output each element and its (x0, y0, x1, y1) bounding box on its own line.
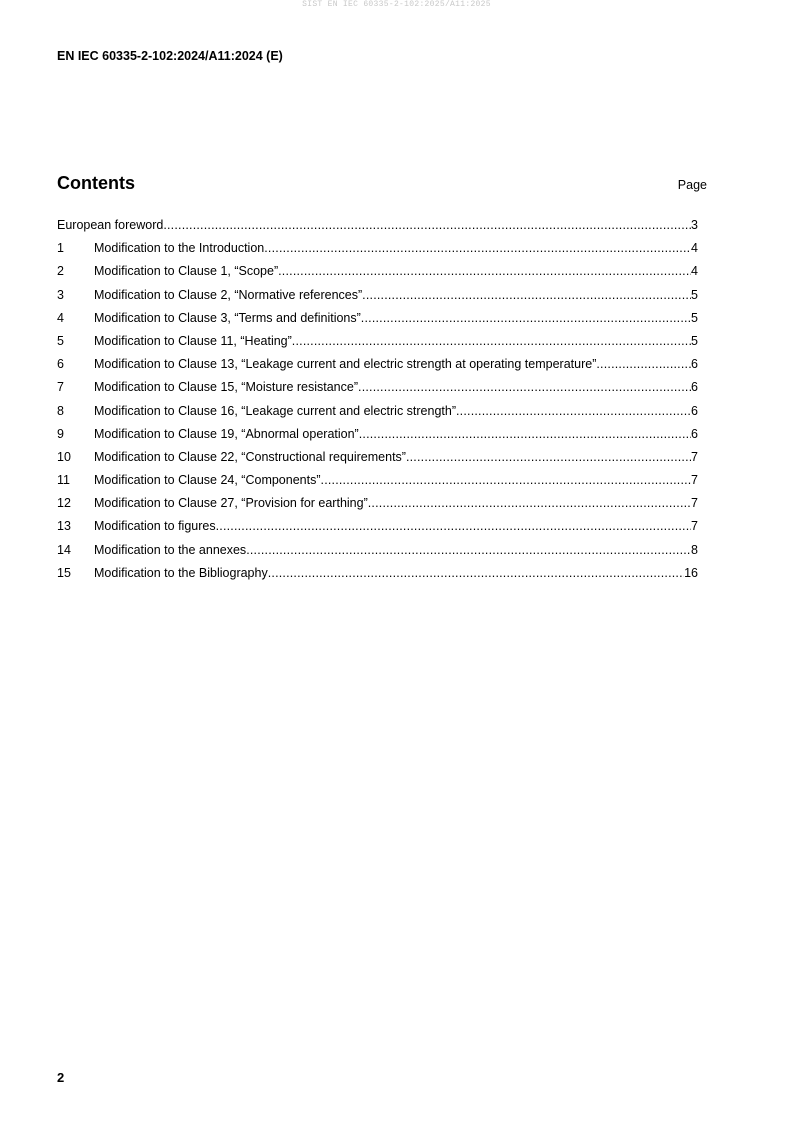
toc-dot-leader (216, 519, 691, 533)
toc-entry[interactable] (57, 427, 698, 450)
toc-entry-number: 2 (57, 264, 64, 279)
toc-entry-title: Modification to Clause 15, “Moisture resistance” (94, 380, 359, 395)
toc-dot-leader (359, 427, 691, 441)
toc-entry-number: 4 (57, 310, 64, 325)
toc-entry-page: 4 (691, 241, 698, 256)
toc-dot-leader (292, 334, 691, 348)
toc-entry-page: 3 (691, 218, 698, 232)
toc-entry-page: 6 (691, 357, 698, 372)
toc-entry-number: 1 (57, 241, 64, 256)
toc-entry-number: 12 (57, 496, 71, 511)
toc-entry[interactable] (57, 218, 698, 241)
toc-entry-title: Modification to Clause 27, “Provision for earthing” (94, 496, 368, 511)
toc-entry-page: 7 (691, 449, 698, 464)
toc-entry[interactable] (57, 473, 698, 496)
toc-entry-number: 5 (57, 333, 64, 348)
toc-entry-title: Modification to Clause 13, “Leakage current and electric strength at operating temperature” (94, 357, 597, 372)
toc-dot-leader (163, 218, 691, 232)
document-reference: EN IEC 60335-2-102:2024/A11:2024 (E) (57, 49, 283, 63)
toc-entry-number: 13 (57, 519, 71, 534)
toc-entry-number: 6 (57, 357, 64, 372)
toc-dot-leader (264, 241, 691, 255)
toc-entry-number: 15 (57, 565, 71, 580)
toc-entry[interactable] (57, 264, 698, 287)
toc-entry[interactable] (57, 241, 698, 264)
toc-dot-leader (321, 473, 692, 487)
toc-entry-page: 5 (691, 310, 698, 325)
toc-entry-page: 7 (691, 473, 698, 488)
contents-header (57, 173, 707, 197)
toc-entry[interactable] (57, 380, 698, 403)
contents-title: Contents (57, 173, 135, 193)
toc-dot-leader (456, 404, 691, 418)
toc-entry-title: Modification to the Bibliography (94, 565, 268, 580)
toc-entry[interactable] (57, 566, 698, 589)
page-number: 2 (57, 1070, 65, 1085)
toc-entry-title: Modification to Clause 2, “Normative references” (94, 287, 363, 302)
toc-entry-title: European foreword (57, 218, 164, 232)
toc-entry-title: Modification to Clause 11, “Heating” (94, 333, 292, 348)
toc-dot-leader (361, 311, 691, 325)
toc-dot-leader (362, 288, 691, 302)
toc-entry-page: 5 (691, 333, 698, 348)
toc-entry-page: 7 (691, 519, 698, 534)
toc-entry[interactable] (57, 496, 698, 519)
watermark: SIST EN IEC 60335-2-102:2025/A11:2025 (302, 0, 491, 9)
toc-entry-title: Modification to Clause 19, “Abnormal operation” (94, 426, 359, 441)
toc-entry-number: 8 (57, 403, 64, 418)
toc-entry-title: Modification to the Introduction (94, 241, 265, 256)
toc-dot-leader (358, 380, 691, 394)
toc-entry-number: 14 (57, 542, 71, 557)
toc-entry-number: 3 (57, 287, 64, 302)
toc-dot-leader (278, 264, 691, 278)
toc-entry[interactable] (57, 288, 698, 311)
toc-entry-title: Modification to figures (94, 519, 216, 534)
toc-entry-page: 5 (691, 287, 698, 302)
toc-entry-number: 7 (57, 380, 64, 395)
toc-entry[interactable] (57, 311, 698, 334)
toc-entry-number: 11 (57, 473, 70, 488)
toc-entry-page: 6 (691, 403, 698, 418)
toc-entry-page: 7 (691, 496, 698, 511)
toc-entry[interactable] (57, 543, 698, 566)
toc-dot-leader (268, 566, 684, 580)
toc-entry-page: 8 (691, 542, 698, 557)
toc-entry-page: 16 (684, 565, 698, 580)
toc-entry[interactable] (57, 334, 698, 357)
toc-entry-title: Modification to Clause 24, “Components” (94, 473, 321, 488)
toc-dot-leader (246, 543, 691, 557)
toc-entry[interactable] (57, 404, 698, 427)
toc-entry[interactable] (57, 357, 698, 380)
toc-entry-title: Modification to Clause 16, “Leakage current and electric strength” (94, 403, 456, 418)
toc-entry[interactable] (57, 519, 698, 542)
toc-entry-page: 6 (691, 426, 698, 441)
toc-entry-title: Modification to the annexes (94, 542, 247, 557)
toc-entry-title: Modification to Clause 3, “Terms and definitions” (94, 310, 361, 325)
toc-entry-title: Modification to Clause 22, “Constructional requirements” (94, 449, 406, 464)
toc-dot-leader (368, 496, 691, 510)
table-of-contents (57, 218, 698, 589)
toc-entry[interactable] (57, 450, 698, 473)
page-column-label: Page (677, 178, 707, 192)
toc-entry-page: 6 (691, 380, 698, 395)
toc-dot-leader (406, 450, 691, 464)
toc-entry-title: Modification to Clause 1, “Scope” (94, 264, 279, 279)
toc-entry-number: 10 (57, 449, 71, 464)
toc-dot-leader (596, 357, 691, 371)
toc-entry-number: 9 (57, 426, 64, 441)
toc-entry-page: 4 (691, 264, 698, 279)
